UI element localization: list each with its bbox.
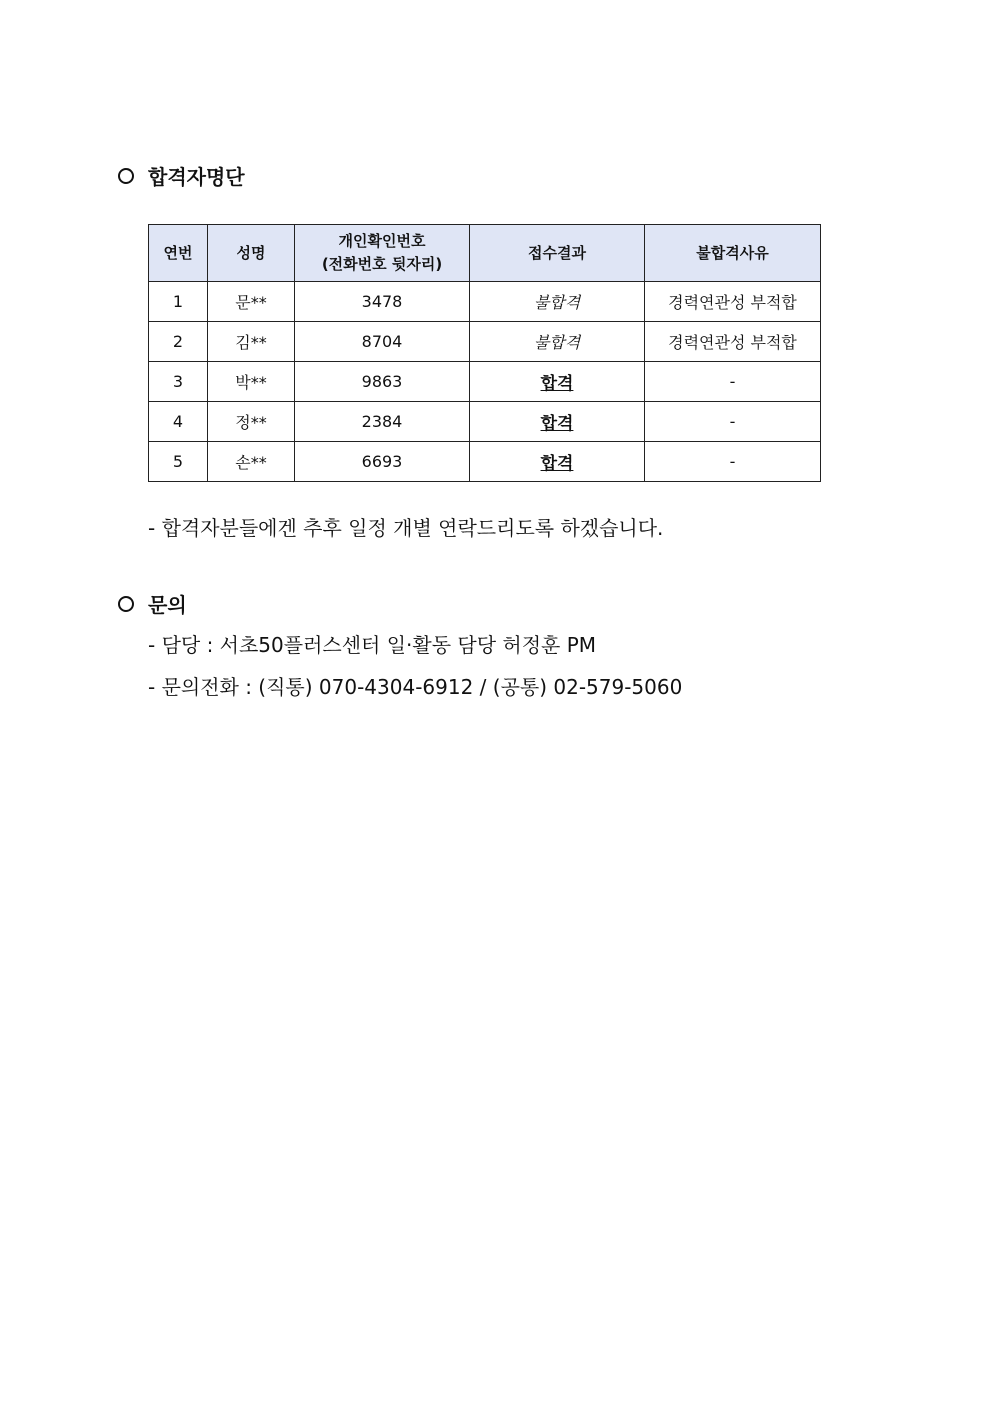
cell-no: 1 [149,282,208,322]
table-row [149,402,821,442]
cell-name: 김** [208,322,295,362]
passers-note: - 합격자분들에겐 추후 일정 개별 연락드리도록 하겠습니다. [148,516,664,540]
cell-id: 6693 [295,442,470,482]
passers-section-title: 합격자명단 [148,165,245,189]
table-header-row [149,225,821,282]
header-name: 성명 [208,225,295,282]
cell-reason: 경력연관성 부적합 [645,322,821,362]
header-result: 접수결과 [470,225,645,282]
table-row [149,442,821,482]
table-row [149,282,821,322]
results-table [148,224,821,482]
cell-result: 합격 [470,402,645,442]
cell-name: 박** [208,362,295,402]
cell-id: 3478 [295,282,470,322]
cell-name: 정** [208,402,295,442]
contact-phone: - 문의전화 : (직통) 070-4304-6912 / (공통) 02-579-5060 [148,675,683,699]
cell-reason: - [645,442,821,482]
cell-result: 합격 [470,442,645,482]
cell-no: 2 [149,322,208,362]
table-row [149,362,821,402]
cell-no: 3 [149,362,208,402]
contact-person: - 담당 : 서초50플러스센터 일·활동 담당 허정훈 PM [148,633,597,657]
cell-no: 5 [149,442,208,482]
circle-bullet-icon [118,596,134,612]
cell-id: 2384 [295,402,470,442]
cell-result: 불합격 [470,282,645,322]
circle-bullet-icon [118,168,134,184]
cell-result: 합격 [470,362,645,402]
header-id-line2: (전화번호 뒷자리) [321,255,443,273]
inquiry-section-title: 문의 [148,593,187,617]
inquiry-section-heading [116,589,187,618]
cell-no: 4 [149,402,208,442]
cell-reason: - [645,362,821,402]
cell-result: 불합격 [470,322,645,362]
cell-reason: 경력연관성 부적합 [645,282,821,322]
cell-name: 문** [208,282,295,322]
passers-section-heading [116,161,245,190]
header-id-line1: 개인확인번호 [338,232,426,250]
header-id [295,225,470,282]
cell-id: 8704 [295,322,470,362]
table-row [149,322,821,362]
cell-reason: - [645,402,821,442]
header-no: 연번 [149,225,208,282]
cell-id: 9863 [295,362,470,402]
cell-name: 손** [208,442,295,482]
header-reason: 불합격사유 [645,225,821,282]
